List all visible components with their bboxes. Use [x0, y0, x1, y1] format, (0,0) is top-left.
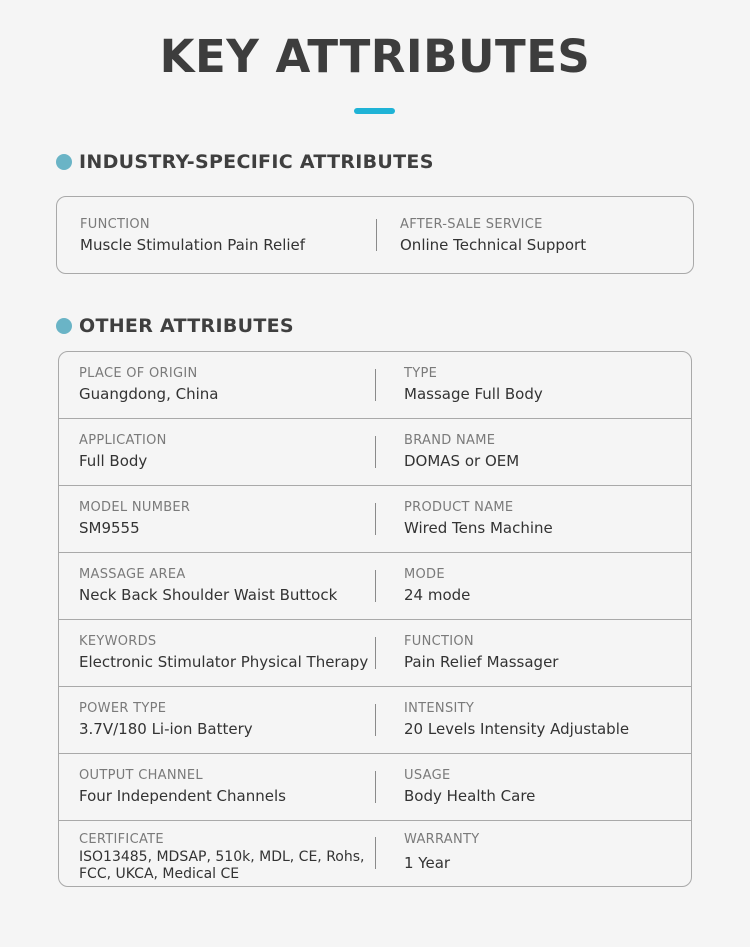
- attribute-value: Four Independent Channels: [79, 787, 286, 805]
- attribute-cell: [59, 553, 375, 619]
- attribute-value: SM9555: [79, 519, 140, 537]
- attribute-label: PLACE OF ORIGIN: [79, 366, 198, 381]
- attribute-label: AFTER-SALE SERVICE: [400, 217, 543, 232]
- other-attributes-table: [58, 351, 692, 887]
- attribute-cell: [375, 620, 691, 686]
- attribute-cell: [375, 754, 691, 820]
- attribute-cell: [375, 419, 691, 485]
- attribute-value: ISO13485, MDSAP, 510k, MDL, CE, Rohs,: [79, 849, 365, 865]
- bullet-dot-icon: [56, 154, 72, 170]
- attribute-cell: [59, 419, 375, 485]
- industry-attributes-table: [56, 196, 694, 274]
- attribute-cell: [375, 553, 691, 619]
- attribute-label: TYPE: [404, 366, 438, 381]
- attribute-value: 20 Levels Intensity Adjustable: [404, 720, 630, 738]
- attribute-value: Full Body: [79, 452, 148, 470]
- attribute-cell: [375, 352, 691, 418]
- title-accent-bar: [354, 108, 395, 114]
- attribute-value-continued: FCC, UKCA, Medical CE: [79, 866, 240, 882]
- attribute-value: DOMAS or OEM: [404, 452, 520, 470]
- attribute-cell: [375, 486, 691, 552]
- industry-section-heading: [56, 151, 434, 173]
- page-title: KEY ATTRIBUTES: [159, 30, 591, 83]
- attribute-label: FUNCTION: [80, 217, 150, 232]
- attribute-row: [59, 754, 691, 821]
- attribute-label: USAGE: [404, 768, 451, 783]
- attribute-value: Pain Relief Massager: [404, 653, 559, 671]
- attribute-cell: [375, 687, 691, 753]
- attribute-row: [59, 553, 691, 620]
- attribute-row: [57, 197, 693, 273]
- attribute-label: FUNCTION: [404, 634, 474, 649]
- attribute-cell: [59, 486, 375, 552]
- other-section-heading: [56, 315, 294, 337]
- attribute-value: Muscle Stimulation Pain Relief: [80, 236, 306, 254]
- attribute-cell: [375, 197, 693, 273]
- attribute-label: MASSAGE AREA: [79, 567, 186, 582]
- attribute-cell: [59, 620, 375, 686]
- attribute-label: INTENSITY: [404, 701, 475, 716]
- attribute-value: 3.7V/180 Li-ion Battery: [79, 720, 253, 738]
- attribute-label: WARRANTY: [404, 832, 480, 847]
- attribute-row: [59, 821, 691, 885]
- attribute-value: Neck Back Shoulder Waist Buttock: [79, 586, 338, 604]
- attribute-label: POWER TYPE: [79, 701, 167, 716]
- attribute-label: APPLICATION: [79, 433, 167, 448]
- attribute-label: KEYWORDS: [79, 634, 157, 649]
- attribute-label: MODEL NUMBER: [79, 500, 191, 515]
- attribute-value: Online Technical Support: [400, 236, 587, 254]
- attribute-value: 24 mode: [404, 586, 471, 604]
- attribute-value: Guangdong, China: [79, 385, 219, 403]
- attribute-row: [59, 687, 691, 754]
- attribute-row: [59, 486, 691, 553]
- attribute-value: 1 Year: [404, 854, 451, 872]
- attribute-cell: [59, 687, 375, 753]
- attribute-label: MODE: [404, 567, 445, 582]
- attribute-row: [59, 419, 691, 486]
- attribute-label: CERTIFICATE: [79, 832, 164, 847]
- attribute-cell: [59, 821, 375, 885]
- attribute-label: OUTPUT CHANNEL: [79, 768, 203, 783]
- attribute-label: BRAND NAME: [404, 433, 496, 448]
- attribute-cell: [375, 821, 691, 885]
- attribute-value: Massage Full Body: [404, 385, 543, 403]
- bullet-dot-icon: [56, 318, 72, 334]
- attribute-cell: [59, 352, 375, 418]
- attribute-value: Body Health Care: [404, 787, 536, 805]
- other-heading-text: OTHER ATTRIBUTES: [79, 315, 294, 337]
- attribute-value: Electronic Stimulator Physical Therapy: [79, 653, 369, 671]
- attribute-row: [59, 620, 691, 687]
- attribute-cell: [59, 754, 375, 820]
- attribute-cell: [57, 197, 375, 273]
- attribute-value: Wired Tens Machine: [404, 519, 553, 537]
- attribute-label: PRODUCT NAME: [404, 500, 514, 515]
- attribute-row: [59, 352, 691, 419]
- industry-heading-text: INDUSTRY-SPECIFIC ATTRIBUTES: [79, 151, 434, 173]
